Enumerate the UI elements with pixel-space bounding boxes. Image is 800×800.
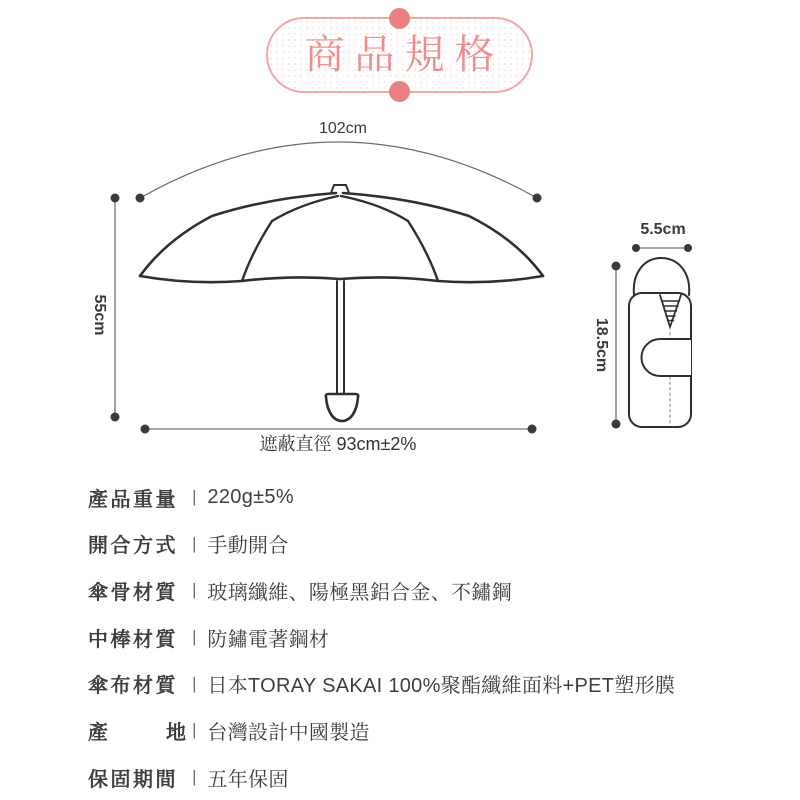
spec-row-shaft-material	[88, 625, 748, 649]
spec-separator: |	[192, 533, 196, 553]
spec-separator: |	[192, 580, 196, 600]
coverage-diameter-label: 遮蔽直徑 93cm±2%	[259, 434, 417, 454]
spec-label: 傘布材質	[88, 675, 178, 698]
spec-row-rib-material	[88, 578, 748, 602]
spec-value: 玻璃纖維、陽極黑鋁合金、不鏽鋼	[207, 581, 512, 604]
width-dimension-5-5cm	[632, 244, 692, 252]
spec-row-origin	[88, 718, 748, 742]
spec-label: 傘骨材質	[88, 581, 178, 604]
open-umbrella-height-label: 55cm	[91, 294, 108, 336]
spec-value: 防鏽電著鋼材	[207, 628, 330, 651]
folded-umbrella-drawing	[629, 258, 691, 427]
page-title: 商品規格	[304, 33, 505, 77]
folded-umbrella-height-label: 18.5cm	[593, 317, 610, 373]
spec-value: 台灣設計中國製造	[207, 721, 370, 744]
spec-row-canopy-material	[88, 672, 748, 696]
spec-value: 手動開合	[207, 535, 289, 558]
spec-value: 五年保固	[207, 768, 289, 791]
spec-label: 中棒材質	[88, 628, 178, 651]
spec-separator: |	[192, 720, 196, 740]
folded-umbrella-width-label: 5.5cm	[640, 221, 686, 238]
open-umbrella-drawing	[140, 185, 543, 421]
open-umbrella-width-label: 102cm	[318, 120, 368, 137]
spec-row-weight	[88, 485, 748, 509]
spec-separator: |	[192, 487, 196, 506]
height-dimension-18-5cm	[612, 262, 621, 429]
height-dimension-55cm	[111, 194, 120, 422]
spec-value: 日本TORAY SAKAI 100%聚酯纖維面料+PET塑形膜	[207, 675, 676, 698]
spec-row-open-close	[88, 532, 748, 556]
spec-row-warranty	[88, 765, 748, 789]
spec-label: 產品重量	[88, 488, 178, 511]
spec-label: 保固期間	[88, 768, 178, 791]
spec-separator: |	[192, 673, 196, 693]
spec-label: 產地	[88, 721, 186, 744]
spec-value: 220g±5%	[207, 485, 294, 508]
spec-list	[88, 485, 748, 800]
spec-label: 開合方式	[88, 535, 178, 558]
spec-separator: |	[192, 627, 196, 647]
arc-dimension-102cm	[136, 142, 542, 203]
coverage-dimension-93cm	[141, 425, 537, 434]
spec-separator: |	[192, 767, 196, 787]
